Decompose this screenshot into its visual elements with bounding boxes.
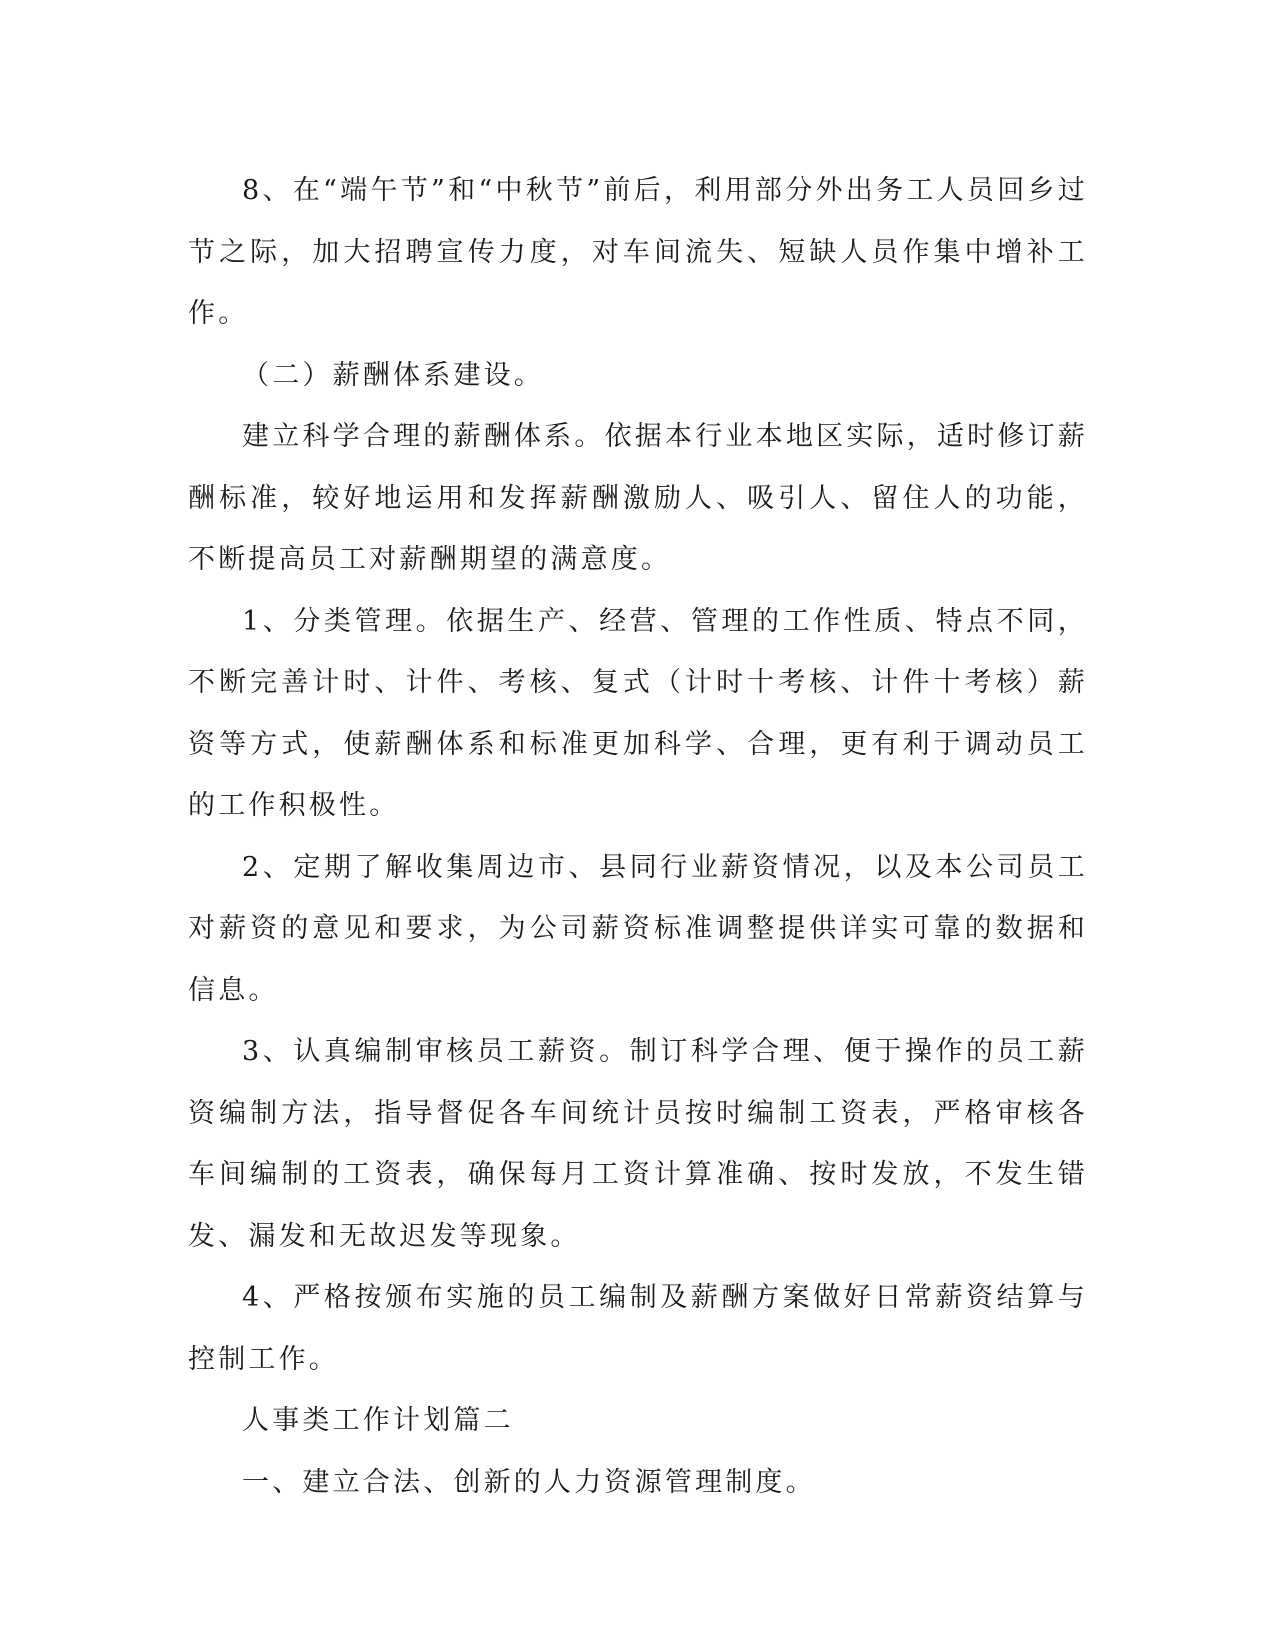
- paragraph-item-2: 2、定期了解收集周边市、县同行业薪资情况，以及本公司员工对薪资的意见和要求，为公司薪资标准调整提供详实可靠的数据和信息。: [188, 851, 1088, 1006]
- paragraph-item-8: 8、在“端午节”和“中秋节”前后，利用部分外出务工人员回乡过节之际，加大招聘宣传力度，对车间流失、短缺人员作集中增补工作。: [188, 175, 1088, 329]
- section-heading-hr-system: 一、建立合法、创新的人力资源管理制度。: [242, 1466, 816, 1498]
- document-body: [188, 160, 1088, 1513]
- paragraph-item-4: 4、严格按颁布实施的员工编制及薪酬方案做好日常薪资结算与控制工作。: [188, 1282, 1088, 1375]
- paragraph-item-3: 3、认真编制审核员工薪资。制订科学合理、便于操作的员工薪资编制方法，指导督促各车间统计员按时编制工资表，严格审核各车间编制的工资表，确保每月工资计算准确、按时发放，不发生错发、漏发和无故迟发等现象。: [188, 1036, 1088, 1252]
- paragraph-item-1: 1、分类管理。依据生产、经营、管理的工作性质、特点不同，不断完善计时、计件、考核、复式（计时十考核、计件十考核）薪资等方式，使薪酬体系和标准更加科学、合理，更有利于调动员工的工作积极性。: [188, 605, 1088, 821]
- section-heading-salary-system: （二）薪酬体系建设。: [242, 359, 544, 391]
- paragraph-salary-intro: 建立科学合理的薪酬体系。依据本行业本地区实际，适时修订薪酬标准，较好地运用和发挥薪酬激励人、吸引人、留住人的功能，不断提高员工对薪酬期望的满意度。: [188, 421, 1088, 575]
- article-title-part-two: 人事类工作计划篇二: [242, 1405, 514, 1436]
